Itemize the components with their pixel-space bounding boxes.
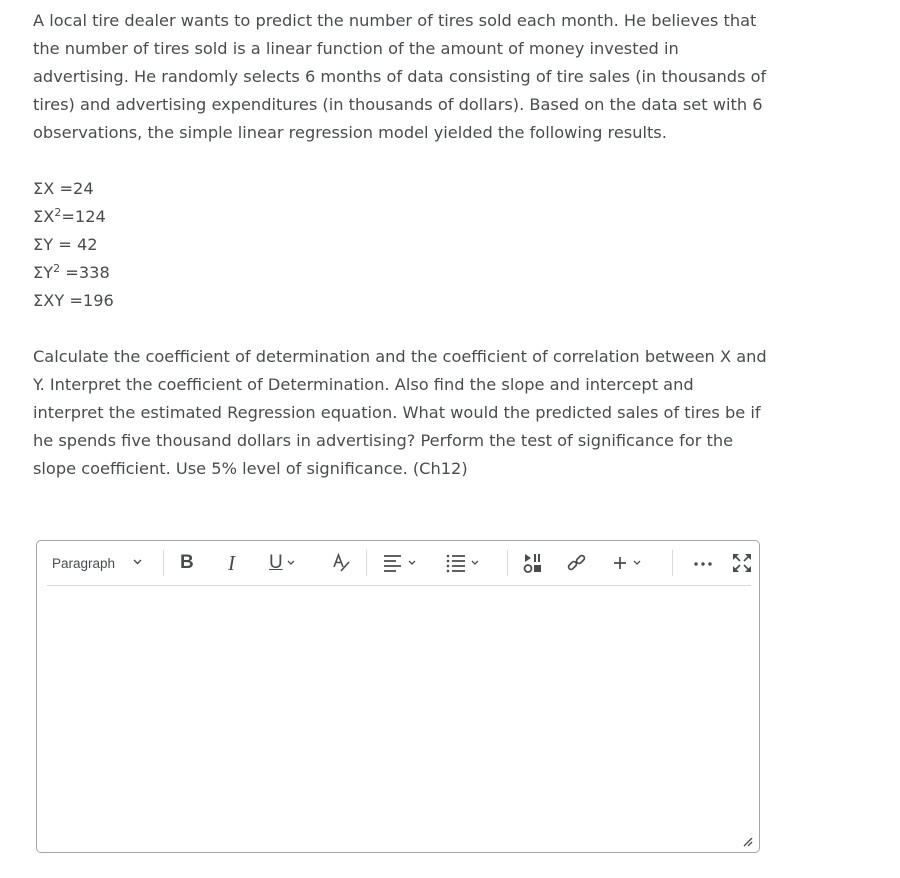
toolbar-divider	[366, 550, 367, 576]
fullscreen-button[interactable]	[731, 549, 753, 577]
plus-icon	[610, 553, 630, 573]
block-format-label: Paragraph	[52, 555, 116, 571]
question-paragraph-intro: A local tire dealer wants to predict the number of tires sold each month. He believes that the number of tires sold is a linear function of the amount of money invested in advertising. He randomly selects 6 months of data consisting of tire sales (in thousands of tires) and advertising expenditures (in thousands of dollars). Based on the data set with 6 observations, the simple linear regression model yielded the following results.	[33, 11, 767, 142]
editor-content-area[interactable]	[38, 587, 758, 849]
editor-toolbar	[47, 541, 751, 586]
toolbar-divider	[507, 550, 508, 576]
formula-sum-xy: ΣXY =196	[33, 291, 114, 310]
italic-button[interactable]: I	[228, 550, 235, 575]
chevron-down-icon	[468, 557, 484, 569]
bold-button[interactable]: B	[180, 552, 194, 573]
underline-dropdown-button[interactable]	[269, 549, 299, 577]
more-actions-button[interactable]	[692, 549, 714, 577]
chevron-down-icon	[283, 557, 299, 569]
chevron-down-icon	[121, 557, 143, 569]
media-icon	[522, 551, 546, 575]
text-format-button[interactable]	[330, 549, 354, 577]
question-paragraph-task: Calculate the coefficient of determination and the coefficient of correlation between X and Y. Interpret the coefficient of Determination. Also find the slope and intercept and interpret the estimated Regression equation. What would the predicted sales of tires be if he spends five thousand dollars in advertising? Perform the test of significance for the slope coefficient. Use 5% level of significance. (Ch12)	[33, 347, 767, 478]
link-icon	[565, 551, 589, 575]
align-dropdown-button[interactable]	[381, 549, 421, 577]
toolbar-divider	[163, 550, 164, 576]
rich-text-editor	[36, 540, 760, 853]
text-style-icon	[330, 551, 354, 575]
align-left-icon	[381, 551, 405, 575]
chevron-down-icon	[630, 557, 646, 569]
formula-sum-x-squared: $\Sigma X^2=124$	[33, 206, 106, 226]
insert-more-dropdown-button[interactable]	[610, 549, 646, 577]
insert-link-button[interactable]	[565, 549, 589, 577]
formula-sum-y: ΣY = 42	[33, 235, 98, 254]
chevron-down-icon	[405, 557, 421, 569]
insert-media-button[interactable]	[522, 549, 546, 577]
question-text	[33, 7, 768, 483]
list-icon	[444, 551, 468, 575]
ellipsis-icon	[692, 553, 714, 573]
formula-sum-y-squared: $\Sigma Y^2 =338$	[33, 262, 110, 282]
resize-handle-icon[interactable]	[741, 835, 753, 847]
underline-icon: U	[269, 552, 283, 573]
block-format-select[interactable]	[52, 549, 143, 577]
formula-sum-x: ΣX =24	[33, 179, 94, 198]
list-dropdown-button[interactable]	[444, 549, 484, 577]
expand-icon	[731, 552, 753, 574]
toolbar-divider	[672, 550, 673, 576]
